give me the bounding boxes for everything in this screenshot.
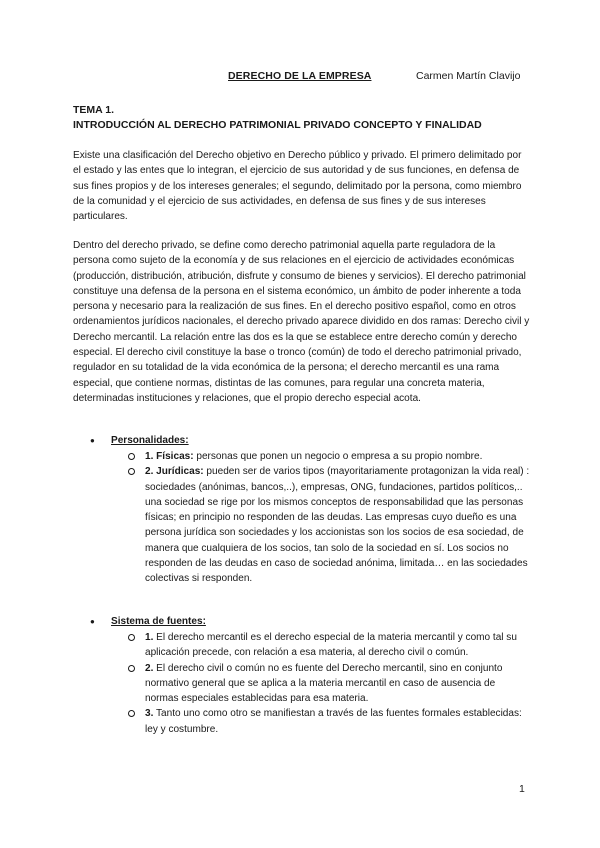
section-title: Sistema de fuentes: [111, 616, 206, 627]
item-text: personas que ponen un negocio o empresa a su propio nombre. [193, 451, 483, 462]
item-text: pueden ser de varios tipos (mayoritariamente protagonizan la vida real) : sociedades (anónimas, bancos,..), empresas, ONG, fundaciones, partidos políticos,.. una sociedad se rige por los mismos conceptos de responsabilidad que las personas físicas; en principio no responden de las deudas. Las empresas cuyo dueño es una persona jurídica son sociedades y los accionistas son los socios de esa sociedad, de manera que cualquiera de los socios, tan solo de la sociedad en sí. Los socios no responden de las deudas en caso de sociedad anónima, limitada… en las sociedades colectivas si responden. [145, 466, 530, 585]
bullet-circle-icon [128, 710, 135, 717]
section-title: Personalidades: [111, 435, 189, 446]
item-label: 2. Jurídicas: [145, 466, 204, 478]
item-label: 3. [145, 708, 154, 720]
list-item [145, 630, 531, 661]
bullet-circle-icon [128, 634, 135, 641]
item-text: El derecho mercantil es el derecho especial de la materia mercantil y como tal su aplicación precede, con relación a esa materia, al derecho civil o común. [145, 632, 517, 659]
section-sistema-fuentes [73, 614, 531, 737]
item-label: 2. [145, 662, 154, 674]
bullet-dot-icon: ● [90, 436, 95, 445]
bullet-circle-icon [128, 453, 135, 460]
topic-heading [73, 103, 482, 133]
list-item [145, 449, 531, 464]
paragraph-intro: Existe una clasificación del Derecho objetivo en Derecho público y privado. El primero delimitado por el estado y las entes que lo integran, el ejercicio de sus autoridad y de sus funciones, en defensa de sus fines propios y de los intereses generales; el segundo, delimitado por la persona, como miembro de la comunidad y el ejercicio de sus actividades, en defensa de sus fines y de sus intereses particulares. [73, 150, 522, 223]
paragraph-patrimonial: Dentro del derecho privado, se define como derecho patrimonial aquella parte reguladora de la persona como sujeto de la economía y de sus relaciones en el ejercicio de actividades económicas (producción, distribución, atribución, disfrute y consumo de bienes y servicios). El derecho patrimonial constituye una defensa de la persona en el sistema económico, un ámbito de poder inherente a toda persona y necesario para la realización de sus fines. En el derecho positivo español, como en otros ordenamientos jurídicos nacionales, el derecho privado aparece dividido en dos ramas: Derecho civil y Derecho mercantil. La relación entre las dos es la que se establece entre derecho común y derecho especial. El derecho civil constituye la base o tronco (común) de todo el derecho patrimonial privado, regulador en su totalidad de la vida económica de la persona; el derecho mercantil es una rama especial, que contiene normas, distintas de las comunes, para regular una concreta materia, determinadas instituciones y relaciones, que el propio derecho especial acota. [73, 240, 530, 404]
bullet-circle-icon [128, 468, 135, 475]
list-item [145, 661, 531, 707]
author-name: Carmen Martín Clavijo [416, 70, 521, 82]
list-item [145, 706, 531, 737]
document-title: DERECHO DE LA EMPRESA [228, 70, 372, 82]
topic-number: TEMA 1. [73, 104, 115, 116]
topic-title: INTRODUCCIÓN AL DERECHO PATRIMONIAL PRIVADO CONCEPTO Y FINALIDAD [73, 119, 482, 131]
item-label: 1. [145, 632, 154, 643]
section-personalidades [73, 433, 531, 587]
item-text: Tanto uno como otro se manifiestan a través de las fuentes formales establecidas: ley y costumbre. [145, 708, 522, 735]
list-item [145, 464, 531, 586]
bullet-dot-icon: ● [90, 617, 95, 626]
page-header [0, 70, 600, 86]
item-label: 1. Físicas: [145, 451, 194, 462]
item-text: El derecho civil o común no es fuente del Derecho mercantil, sino en conjunto normativo general que se aplica a la materia mercantil en caso de ausencia de normas especiales establecidas para esa materia. [145, 662, 503, 705]
bullet-circle-icon [128, 665, 135, 672]
page-number: 1 [519, 783, 525, 795]
